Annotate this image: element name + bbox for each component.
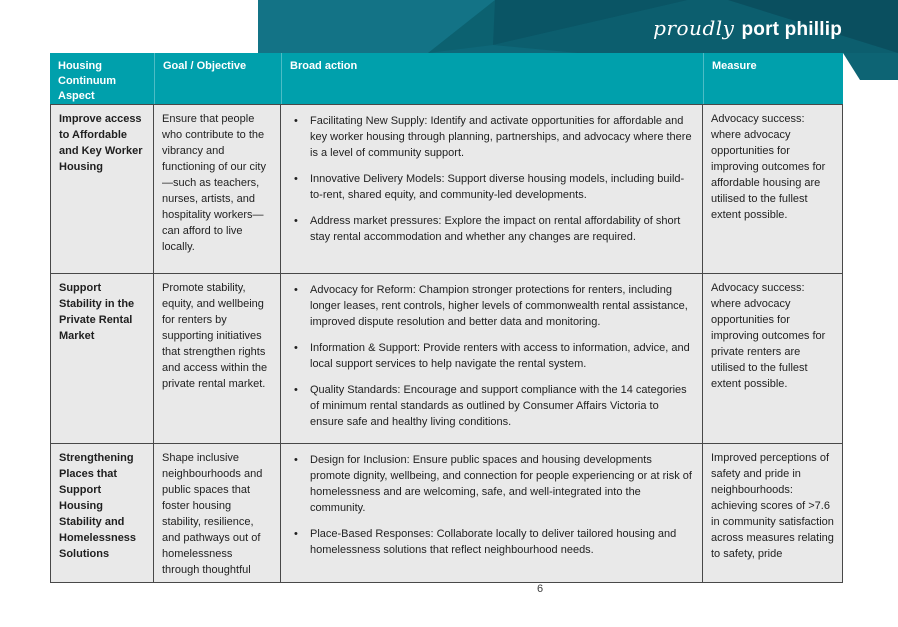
header-measure: Measure: [703, 53, 843, 104]
table-header-row: [50, 53, 843, 104]
broad-action-cell: [281, 104, 703, 274]
goal-cell: Shape inclusive neighbourhoods and public spaces that foster housing stability, resilience, and pathways out of homelessness through thoughtful: [154, 444, 281, 583]
measure-cell: Improved perceptions of safety and pride in neighbourhoods: achieving scores of >7.6 in community satisfaction across measures relating to safety, pride: [703, 444, 843, 583]
broad-action-list: [289, 452, 694, 558]
broad-action-list: [289, 282, 694, 430]
header-broad-action: Broad action: [281, 53, 703, 104]
goal-cell: Ensure that people who contribute to the vibrancy and functioning of our city—such as teachers, nurses, artists, and hospitality workers—can afford to live locally.: [154, 104, 281, 274]
measure-cell: Advocacy success: where advocacy opportunities for improving outcomes for private renters are utilised to the fullest extent possible.: [703, 274, 843, 444]
broad-action-cell: [281, 274, 703, 444]
bullet-item: • Quality Standards: Encourage and support compliance with the 14 categories of minimum rental standards as outlined by Consumer Affairs Victoria to ensure safe and healthy living conditions.: [289, 382, 694, 430]
measure-cell: Advocacy success: where advocacy opportunities for improving outcomes for affordable housing are utilised to the fullest extent possible.: [703, 104, 843, 274]
header-goal-objective: Goal / Objective: [154, 53, 281, 104]
header-housing-continuum-aspect: Housing Continuum Aspect: [50, 53, 154, 104]
port-phillip-logo: [653, 16, 842, 41]
broad-action-list: [289, 113, 694, 245]
table-body: [50, 104, 843, 583]
housing-continuum-table: [50, 53, 843, 583]
aspect-cell: Improve access to Affordable and Key Worker Housing: [50, 104, 154, 274]
aspect-cell: Strengthening Places that Support Housing Stability and Homelessness Solutions: [50, 444, 154, 583]
bullet-item: • Advocacy for Reform: Champion stronger protections for renters, including longer leases, rent controls, higher levels of commonwealth rental assistance, improved dispute resolution and better data and monitoring.: [289, 282, 694, 330]
table-row: [50, 274, 843, 444]
bullet-item: • Facilitating New Supply: Identify and activate opportunities for affordable and key worker housing through planning, partnerships, and advocacy where there is a level of community support.: [289, 113, 694, 161]
bullet-item: • Design for Inclusion: Ensure public spaces and housing developments promote dignity, wellbeing, and connection for people experiencing or at risk of homelessness and are welcoming, safe, and well-integrated into the community.: [289, 452, 694, 516]
bullet-item: • Place-Based Responses: Collaborate locally to deliver tailored housing and homelessness solutions that reflect neighbourhood needs.: [289, 526, 694, 558]
table-row: [50, 444, 843, 583]
table-row: [50, 104, 843, 274]
page-number: 6: [536, 583, 544, 595]
bullet-item: • Innovative Delivery Models: Support diverse housing models, including build-to-rent, shared equity, and community-led developments.: [289, 171, 694, 203]
logo-script-word: proudly: [653, 16, 735, 40]
logo-brand-name: port phillip: [741, 19, 842, 40]
bullet-item: • Address market pressures: Explore the impact on rental affordability of short stay rental accommodation and whether any changes are required.: [289, 213, 694, 245]
goal-cell: Promote stability, equity, and wellbeing for renters by supporting initiatives that strengthen rights and access within the private rental market.: [154, 274, 281, 444]
broad-action-cell: [281, 444, 703, 583]
bullet-item: • Information & Support: Provide renters with access to information, advice, and local support services to help navigate the rental system.: [289, 340, 694, 372]
aspect-cell: Support Stability in the Private Rental Market: [50, 274, 154, 444]
